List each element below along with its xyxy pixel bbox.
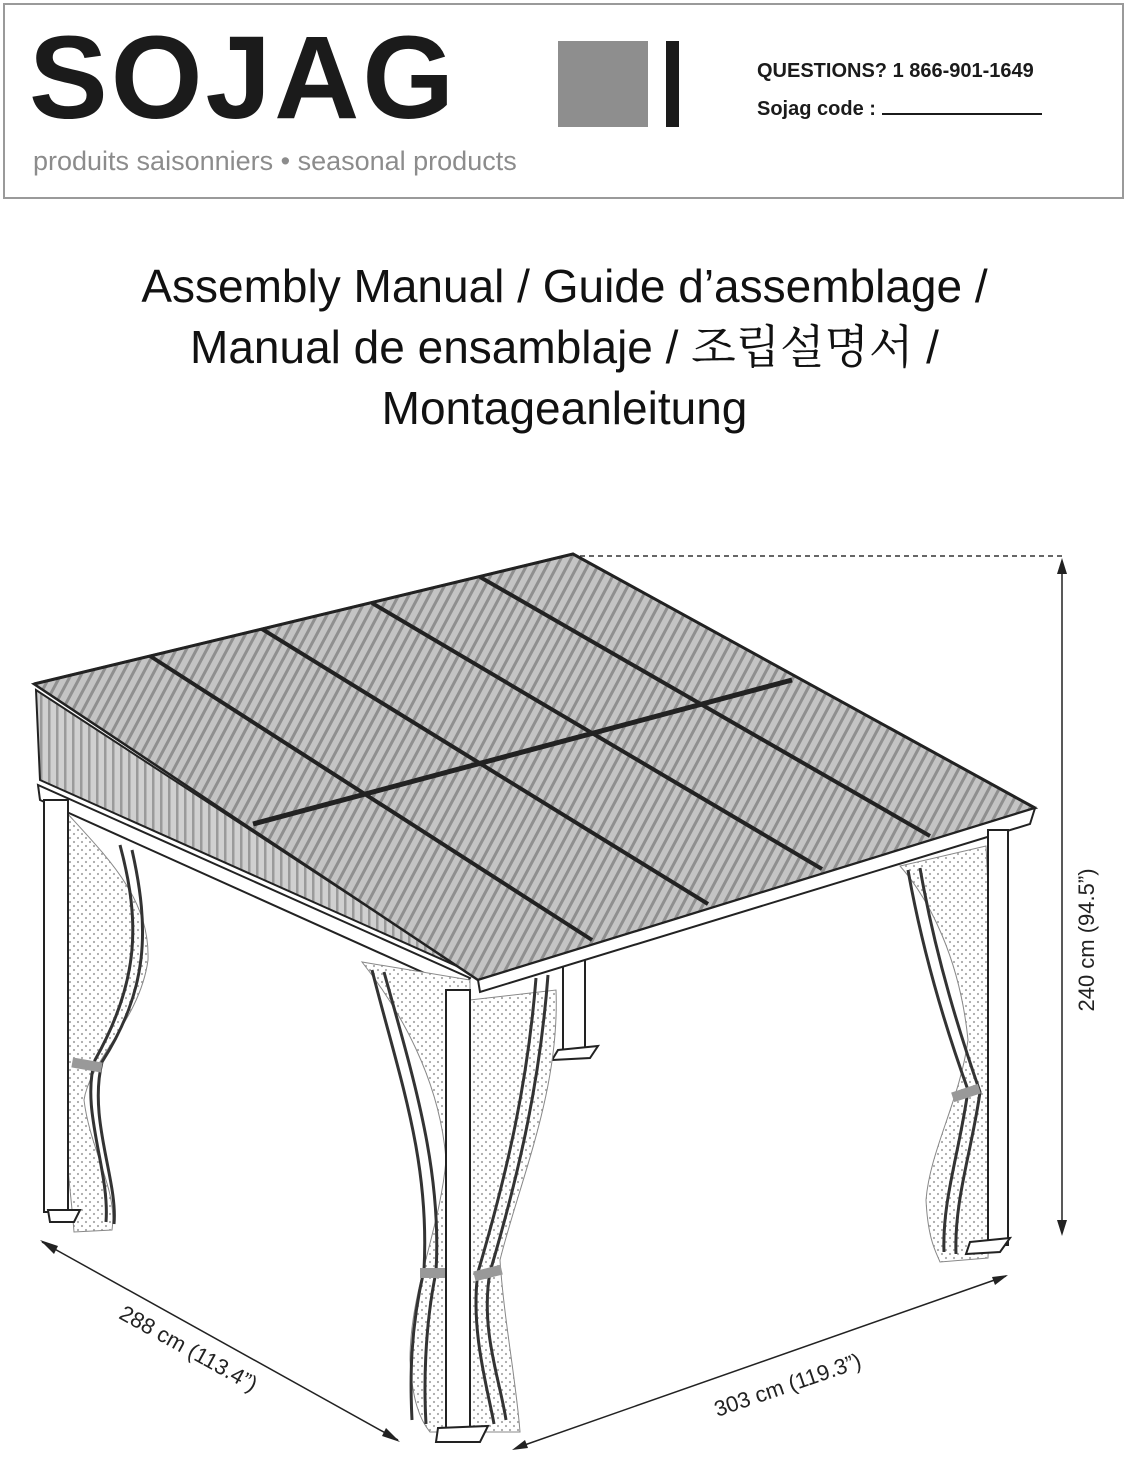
depth-label: 288 cm (113.4”) (115, 1300, 262, 1397)
width-dimension (512, 1275, 1008, 1450)
height-label: 240 cm (94.5”) (1074, 868, 1099, 1012)
title-line-3: Montageanleitung (381, 382, 748, 434)
sojag-code-field (757, 95, 1042, 121)
roof-panels (34, 554, 1035, 980)
logo-bar-mark (666, 41, 679, 127)
header-box (3, 3, 1124, 199)
tagline: produits saisonniers • seasonal products (33, 146, 517, 176)
brand-logo-text: SOJAG (29, 12, 458, 144)
title-line-1: Assembly Manual / Guide d’assemblage / (141, 260, 988, 312)
width-label: 303 cm (119.3”) (710, 1348, 865, 1422)
back-right-post (552, 955, 598, 1060)
support-phone: QUESTIONS? 1 866-901-1649 (757, 60, 1034, 82)
gazebo-illustration (0, 540, 1129, 1458)
depth-dimension (40, 1240, 400, 1442)
title-line-2: Manual de ensamblaje / 조립설명서 / (190, 321, 939, 373)
right-curtain (900, 846, 991, 1262)
sojag-code-blank (882, 95, 1042, 115)
gazebo-drawing (0, 540, 1129, 1458)
sojag-code-label: Sojag code : (757, 98, 876, 120)
manual-title (0, 256, 1129, 439)
logo-square-mark (558, 41, 648, 127)
